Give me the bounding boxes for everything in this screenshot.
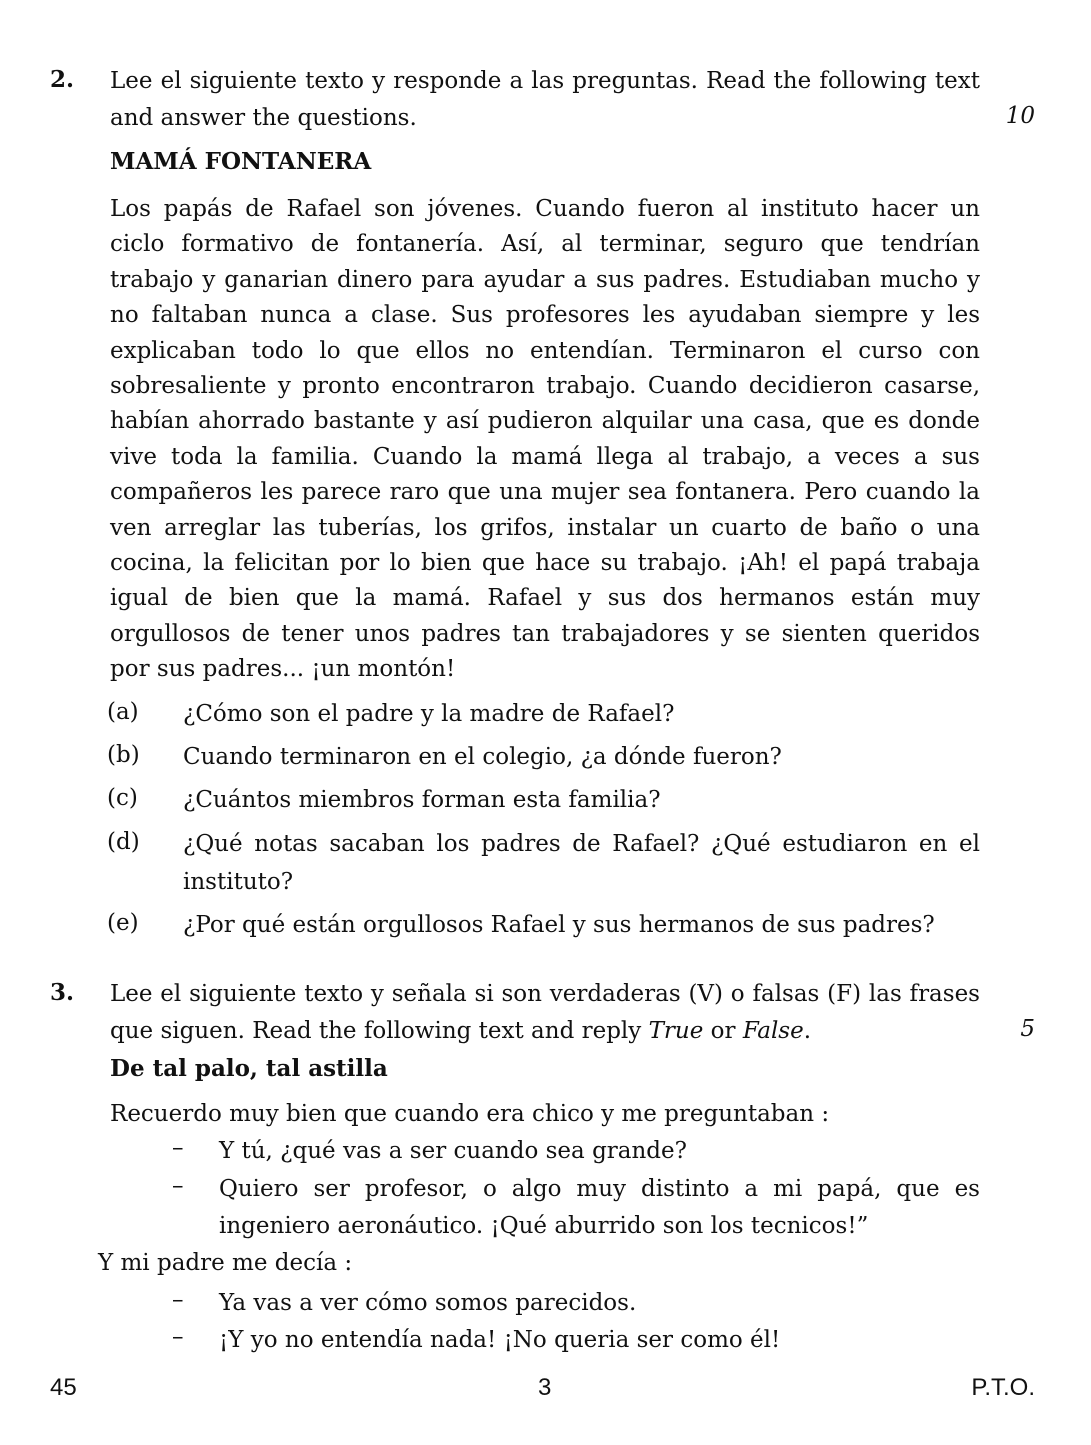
question-2d-text: ¿Qué notas sacaban los padres de Rafael? ¿Qué estudiaron en el instituto? xyxy=(183,831,980,895)
question-3-instruction-line-1: Lee el siguiente texto y señala si son verdaderas (V) o falsas (F) las frases xyxy=(110,981,980,1007)
question-2e-label: (e) xyxy=(107,910,139,936)
question-3-number: 3. xyxy=(50,979,75,1006)
footer-page-number: 3 xyxy=(538,1374,552,1401)
instruction-or: or xyxy=(703,1018,743,1044)
passage-title-de-tal-palo: De tal palo, tal astilla xyxy=(110,1055,388,1082)
father-line: Y mi padre me decía : xyxy=(98,1250,353,1276)
dialogue-dash: – xyxy=(172,1324,184,1350)
dialogue-dash: – xyxy=(172,1135,184,1161)
question-2b-text: Cuando terminaron en el colegio, ¿a dónde fueron? xyxy=(183,744,782,770)
instruction-period: . xyxy=(803,1018,812,1044)
dialogue-dash: – xyxy=(172,1173,184,1199)
question-2a-text: ¿Cómo son el padre y la madre de Rafael? xyxy=(183,701,675,727)
instruction-text: que siguen. Read the following text and reply xyxy=(110,1018,649,1044)
question-2-number: 2. xyxy=(50,66,75,93)
dialogue-line: Y tú, ¿qué vas a ser cuando sea grande? xyxy=(219,1138,687,1164)
question-2a-label: (a) xyxy=(107,699,139,725)
dialogue-line: Ya vas a ver cómo somos parecidos. xyxy=(219,1290,637,1316)
question-2d-label: (d) xyxy=(107,829,140,855)
question-3-instruction-line-2 xyxy=(110,1014,980,1049)
question-2e-text: ¿Por qué están orgullosos Rafael y sus hermanos de sus padres? xyxy=(183,912,935,938)
footer-paper-code: 45 xyxy=(50,1374,77,1401)
question-2-instruction-line-2: and answer the questions. xyxy=(110,105,417,131)
passage-mama-fontanera: Los papás de Rafael son jóvenes. Cuando fueron al instituto hacer un ciclo formativo de fontanería. Así, al terminar, seguro que tendrían trabajo y ganarian dinero para ayudar a sus padres. Estudiaban mucho y no faltaban nunca a clase. Sus profesores les ayudaban siempre y les explicaban todo lo que ellos no entendían. Terminaron el curso con sobresaliente y pronto encontraron trabajo. Cuando decidieron casarse, habían ahorrado bastante y así pudieron alquilar una casa, que es donde vive toda la familia. Cuando la mamá llega al trabajo, a veces a sus compañeros les parece raro que una mujer sea fontanera. Pero cuando la ven arreglar las tuberías, los grifos, instalar un cuarto de baño o una cocina, la felicitan por lo bien que hace su trabajo. ¡Ah! el papá trabaja igual de bien que la mamá. Rafael y sus dos hermanos están muy orgullosos de tener unos padres tan trabajadores y se sienten queridos por sus padres... ¡un montón! xyxy=(110,196,980,683)
question-2-instruction-line-1: Lee el siguiente texto y responde a las preguntas. Read the following text xyxy=(110,68,980,94)
question-3-marks: 5 xyxy=(1020,1016,1035,1042)
question-2b-label: (b) xyxy=(107,742,140,768)
question-2c-text: ¿Cuántos miembros forman esta familia? xyxy=(183,787,661,813)
passage-title-mama-fontanera: MAMÁ FONTANERA xyxy=(110,148,372,175)
instruction-false: False xyxy=(742,1018,804,1044)
question-2c-label: (c) xyxy=(107,785,138,811)
dialogue-dash: – xyxy=(172,1287,184,1313)
question-2-marks: 10 xyxy=(1005,103,1035,129)
footer-pto: P.T.O. xyxy=(971,1374,1035,1401)
dialogue-line: ¡Y yo no entendía nada! ¡No queria ser como él! xyxy=(219,1327,781,1353)
instruction-true: True xyxy=(648,1018,704,1044)
dialogue-line: Quiero ser profesor, o algo muy distinto a mi papá, que es ingeniero aeronáutico. ¡Qué aburrido son los tecnicos!” xyxy=(219,1176,980,1239)
passage-intro: Recuerdo muy bien que cuando era chico y me preguntaban : xyxy=(110,1101,830,1127)
